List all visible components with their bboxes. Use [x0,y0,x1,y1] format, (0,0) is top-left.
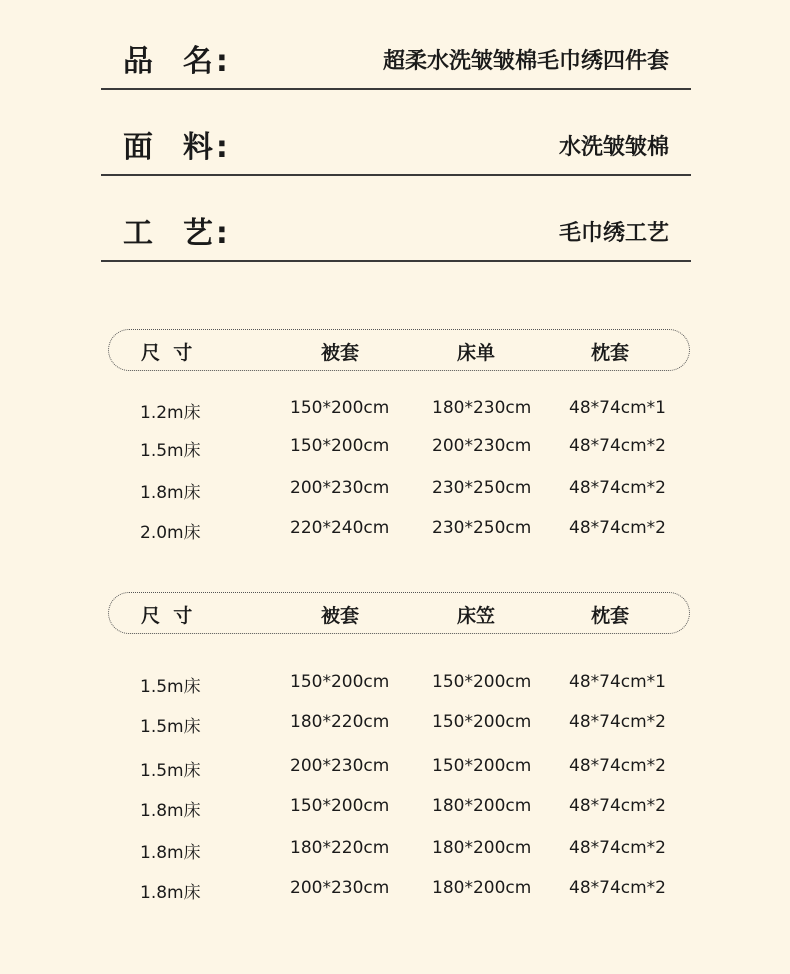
pillowcase-size-cell: 48*74cm*2 [569,712,666,732]
header-duvet: 被套 [321,605,360,627]
fabric-label: 面 料: [123,130,231,165]
sheet-size-cell: 180*200cm [432,838,532,858]
header-size: 尺 寸 [141,605,193,627]
duvet-size-cell: 180*220cm [290,712,390,732]
product-name-value: 超柔水洗皱皱棉毛巾绣四件套 [382,49,669,74]
pillowcase-size-cell: 48*74cm*2 [569,878,666,898]
bed-size-cell: 1.5m床 [140,441,201,461]
bed-size-cell: 1.5m床 [140,677,201,697]
duvet-size-cell: 180*220cm [290,838,390,858]
product-name-label: 品 名: [123,44,231,79]
duvet-size-cell: 150*200cm [290,672,390,692]
craft-value: 毛巾绣工艺 [558,221,669,246]
pillowcase-size-cell: 48*74cm*1 [569,398,666,418]
sheet-size-cell: 230*250cm [432,518,532,538]
header-size: 尺 寸 [141,342,193,364]
pillowcase-size-cell: 48*74cm*2 [569,756,666,776]
duvet-size-cell: 150*200cm [290,436,390,456]
fabric-value: 水洗皱皱棉 [558,135,669,160]
header-duvet: 被套 [321,342,360,364]
info-row-product-name [101,2,691,90]
bed-size-cell: 1.2m床 [140,403,201,423]
bed-size-cell: 1.5m床 [140,717,201,737]
pillowcase-size-cell: 48*74cm*2 [569,436,666,456]
pillowcase-size-cell: 48*74cm*1 [569,672,666,692]
duvet-size-cell: 150*200cm [290,398,390,418]
header-pillowcase: 枕套 [591,605,630,627]
bed-size-cell: 1.8m床 [140,883,201,903]
size-table-2-header [108,592,690,634]
info-row-fabric [101,88,691,176]
pillowcase-size-cell: 48*74cm*2 [569,478,666,498]
bed-size-cell: 2.0m床 [140,523,201,543]
craft-label: 工 艺: [123,216,231,251]
sheet-size-cell: 180*200cm [432,796,532,816]
sheet-size-cell: 180*200cm [432,878,532,898]
header-sheet: 床单 [457,342,496,364]
sheet-size-cell: 150*200cm [432,672,532,692]
sheet-size-cell: 150*200cm [432,756,532,776]
size-table-1-header [108,329,690,371]
duvet-size-cell: 200*230cm [290,756,390,776]
duvet-size-cell: 220*240cm [290,518,390,538]
sheet-size-cell: 200*230cm [432,436,532,456]
sheet-size-cell: 180*230cm [432,398,532,418]
header-fitted-sheet: 床笠 [457,605,496,627]
bed-size-cell: 1.8m床 [140,843,201,863]
sheet-size-cell: 230*250cm [432,478,532,498]
duvet-size-cell: 150*200cm [290,796,390,816]
bed-size-cell: 1.8m床 [140,801,201,821]
info-row-craft [101,174,691,262]
duvet-size-cell: 200*230cm [290,478,390,498]
pillowcase-size-cell: 48*74cm*2 [569,518,666,538]
duvet-size-cell: 200*230cm [290,878,390,898]
bed-size-cell: 1.5m床 [140,761,201,781]
bed-size-cell: 1.8m床 [140,483,201,503]
pillowcase-size-cell: 48*74cm*2 [569,838,666,858]
sheet-size-cell: 150*200cm [432,712,532,732]
pillowcase-size-cell: 48*74cm*2 [569,796,666,816]
header-pillowcase: 枕套 [591,342,630,364]
